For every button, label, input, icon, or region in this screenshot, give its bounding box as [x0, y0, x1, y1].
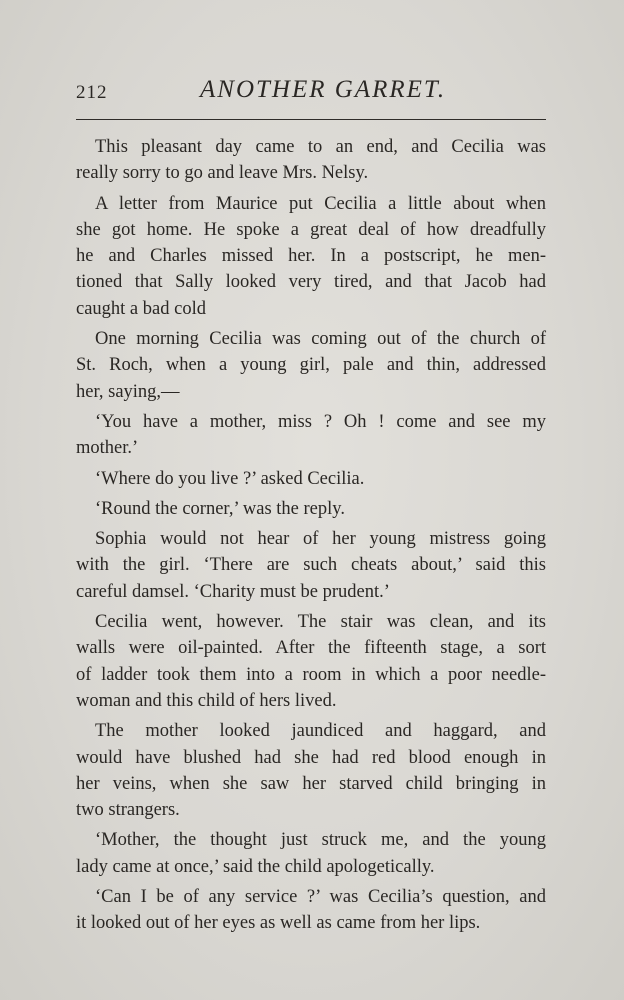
- text-line: ‘Where do you live ?’ asked Cecilia.: [95, 468, 365, 489]
- text-line: The mother looked jaundiced and haggard, and: [95, 721, 546, 742]
- text-line: A letter from Maurice put Cecilia a little about when: [95, 193, 546, 214]
- page-number: 212: [76, 82, 108, 103]
- paragraph: [76, 526, 546, 605]
- text-line: This pleasant day came to an end, and Cecilia was: [95, 137, 546, 157]
- paragraph: [76, 496, 546, 522]
- text-line: walls were oil-painted. After the fifteenth stage, a sort: [76, 638, 546, 659]
- text-line: her veins, when she saw her starved child bringing in: [76, 773, 546, 794]
- paragraph: [76, 827, 546, 880]
- text-line: careful damsel. ‘Charity must be prudent.’: [76, 581, 390, 602]
- paragraph: [76, 884, 546, 937]
- text-line: Sophia would not hear of her young mistress going: [95, 529, 546, 550]
- text-line: mother.’: [76, 438, 139, 459]
- text-line: ‘Round the corner,’ was the reply.: [95, 498, 345, 519]
- paragraph: [76, 718, 546, 823]
- paragraph: [76, 326, 546, 405]
- paragraph: [76, 191, 546, 322]
- body-text: [76, 134, 546, 937]
- text-line: it looked out of her eyes as well as came from her lips.: [76, 913, 481, 934]
- text-line: St. Roch, when a young girl, pale and thin, addressed: [76, 355, 546, 376]
- text-line: with the girl. ‘There are such cheats about,’ said this: [76, 555, 546, 576]
- text-line: ‘Mother, the thought just struck me, and the young: [95, 830, 546, 851]
- text-line: Cecilia went, however. The stair was clean, and its: [95, 612, 546, 633]
- text-line: really sorry to go and leave Mrs. Nelsy.: [76, 163, 369, 184]
- text-line: two strangers.: [76, 800, 180, 821]
- text-line: would have blushed had she had red blood enough in: [76, 747, 546, 768]
- text-line: caught a bad cold: [76, 298, 206, 319]
- text-line: tioned that Sally looked very tired, and that Jacob had: [76, 272, 546, 293]
- paragraph: [76, 134, 546, 187]
- text-line: she got home. He spoke a great deal of how dreadfully: [76, 219, 546, 240]
- header-rule: [76, 119, 546, 120]
- text-line: he and Charles missed her. In a postscript, he men-: [76, 246, 546, 267]
- text-line: woman and this child of hers lived.: [76, 690, 337, 711]
- paragraph: [76, 466, 546, 492]
- text-line: lady came at once,’ said the child apologetically.: [76, 856, 435, 877]
- text-line: ‘Can I be of any service ?’ was Cecilia’s question, and: [95, 887, 546, 908]
- text-line: One morning Cecilia was coming out of the church of: [95, 329, 546, 350]
- paragraph: [76, 409, 546, 462]
- page-header: [76, 76, 546, 110]
- text-line: her, saying,—: [76, 381, 180, 402]
- text-line: ‘You have a mother, miss ? Oh ! come and see my: [95, 411, 546, 432]
- text-line: of ladder took them into a room in which a poor needle-: [76, 664, 546, 685]
- paragraph: [76, 609, 546, 714]
- running-head: ANOTHER GARRET.: [200, 76, 447, 103]
